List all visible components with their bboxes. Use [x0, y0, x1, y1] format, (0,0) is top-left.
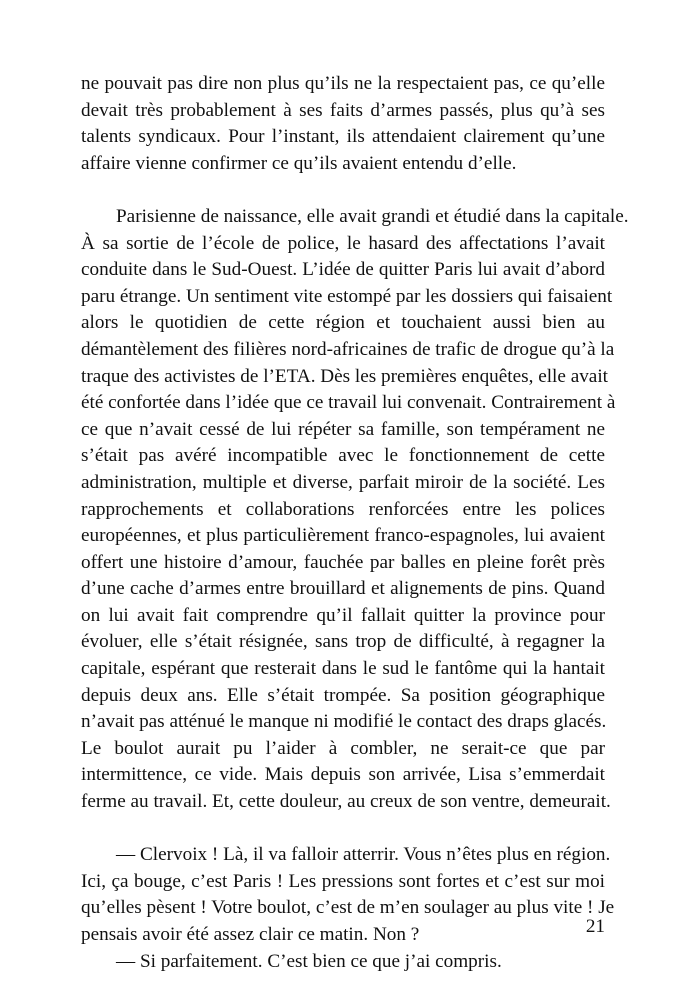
text-line: qu’elles pèsent ! Votre boulot, c’est de m’en soulager au plus vite ! Je: [81, 897, 615, 919]
text-line: capitale, espérant que resterait dans le sud le fantôme qui la hantait: [81, 658, 605, 680]
paragraph-gap: [81, 816, 605, 843]
text-line: ne pouvait pas dire non plus qu’ils ne la respectaient pas, ce qu’elle: [81, 73, 605, 94]
paragraph-1: [81, 71, 605, 177]
text-line: pensais avoir été assez clair ce matin. Non ?: [81, 924, 420, 945]
text-line: traque des activistes de l’ETA. Dès les premières enquêtes, elle avait: [81, 365, 608, 387]
text-line: évoluer, elle s’était résignée, sans trop de difficulté, à regagner la: [81, 631, 605, 653]
text-line: Le boulot aurait pu l’aider à combler, ne serait-ce que par: [81, 737, 605, 759]
text-line: conduite dans le Sud-Ouest. L’idée de quitter Paris lui avait d’abord: [81, 259, 605, 281]
page-body: [81, 71, 629, 975]
text-line: ce que n’avait cessé de lui répéter sa famille, son tempérament ne: [81, 418, 605, 440]
dialogue-2: [81, 949, 605, 976]
paragraph-gap: [81, 177, 605, 204]
text-line: administration, multiple et diverse, parfait miroir de la société. Les: [81, 471, 605, 493]
text-line: intermittence, ce vide. Mais depuis son arrivée, Lisa s’emmerdait: [81, 764, 605, 786]
text-line: talents syndicaux. Pour l’instant, ils attendaient clairement qu’une: [81, 126, 605, 148]
dialogue-1: [81, 842, 615, 948]
text-line: depuis deux ans. Elle s’était trompée. Sa position géographique: [81, 684, 605, 706]
text-line: ferme au travail. Et, cette douleur, au creux de son ventre, demeurait.: [81, 791, 611, 813]
text-line: — Clervoix ! Là, il va falloir atterrir. Vous n’êtes plus en région.: [116, 844, 611, 866]
text-line: démantèlement des filières nord-africaines de trafic de drogue qu’à la: [81, 338, 615, 360]
paragraph-2: [81, 204, 629, 816]
text-line: Ici, ça bouge, c’est Paris ! Les pressions sont fortes et c’est sur moi: [81, 870, 605, 892]
text-line: devait très probablement à ses faits d’armes passés, plus qu’à ses: [81, 99, 605, 121]
text-line: d’une cache d’armes entre brouillard et alignements de pins. Quand: [81, 578, 605, 600]
text-line: paru étrange. Un sentiment vite estompé par les dossiers qui faisaient: [81, 285, 613, 307]
text-line: n’avait pas atténué le manque ni modifié le contact des draps glacés.: [81, 711, 607, 733]
text-line: rapprochements et collaborations renforcées entre les polices: [81, 498, 605, 520]
text-line: Parisienne de naissance, elle avait grandi et étudié dans la capitale.: [116, 205, 629, 227]
page-number: 21: [585, 916, 605, 937]
text-line: — Si parfaitement. C’est bien ce que j’ai compris.: [116, 950, 502, 972]
text-line: on lui avait fait comprendre qu’il fallait quitter la province pour: [81, 604, 605, 626]
text-line: offert une histoire d’amour, fauchée par balles en pleine forêt près: [81, 551, 605, 573]
text-line: s’était pas avéré incompatible avec le fonctionnement de cette: [81, 445, 605, 467]
text-line: européennes, et plus particulièrement franco-espagnoles, lui avaient: [81, 525, 605, 547]
text-line: été confortée dans l’idée que ce travail lui convenait. Contrairement à: [81, 392, 616, 414]
text-line: À sa sortie de l’école de police, le hasard des affectations l’avait: [81, 232, 605, 254]
text-line: alors le quotidien de cette région et touchaient aussi bien au: [81, 312, 605, 334]
text-line: affaire vienne confirmer ce qu’ils avaient entendu d’elle.: [81, 152, 517, 174]
